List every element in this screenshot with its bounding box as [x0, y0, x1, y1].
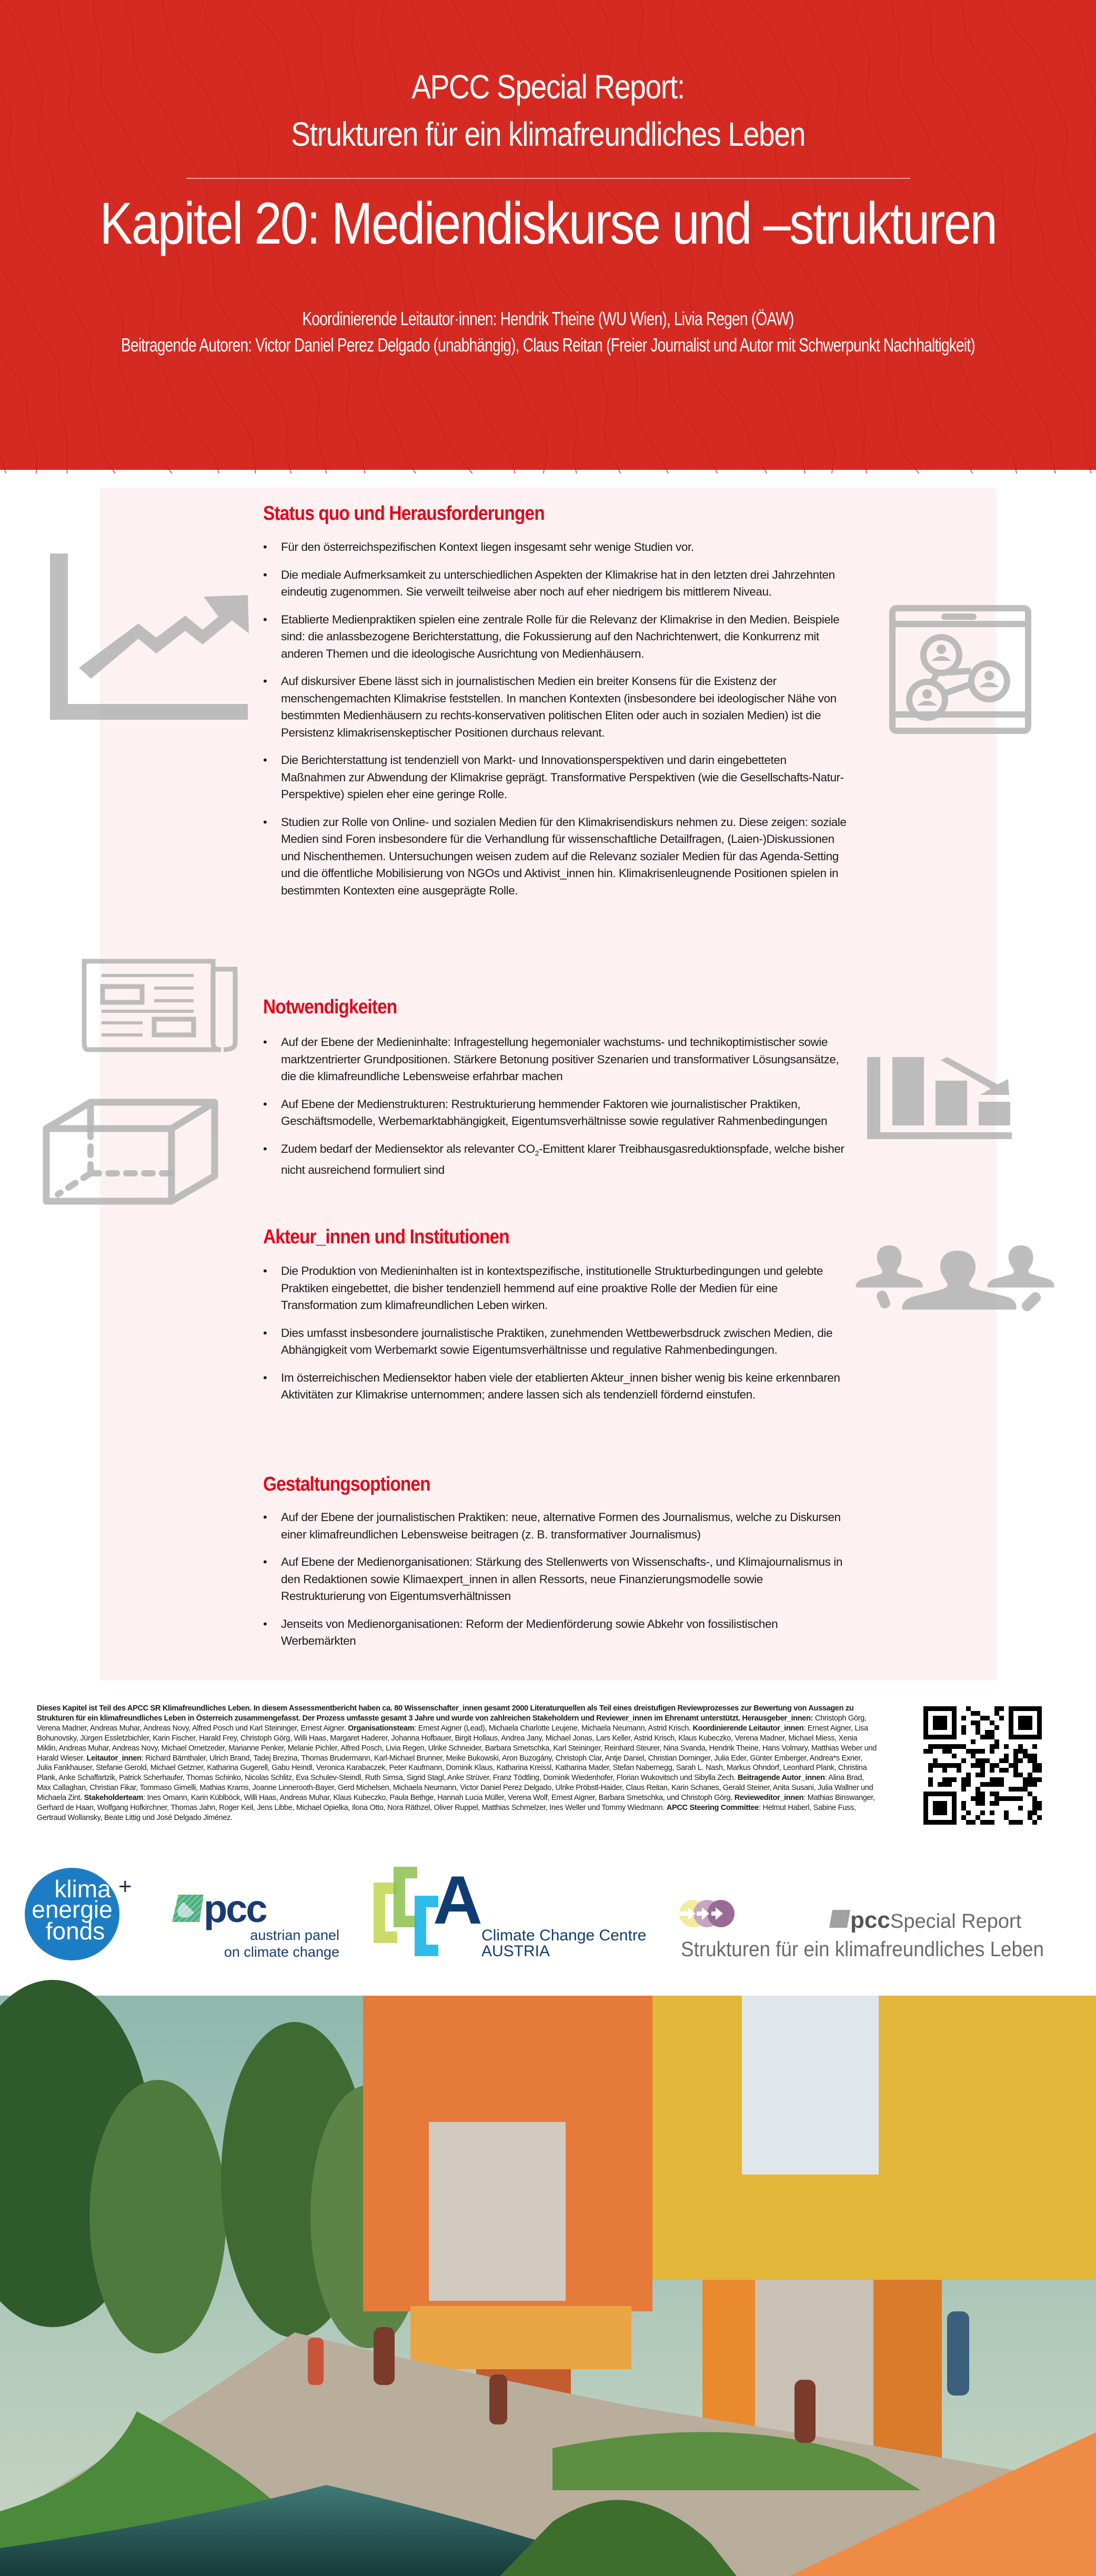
contributing-authors: Beitragende Autoren: Victor Daniel Perez Delgado (unabhängig), Claus Reitan (Freier Journalist und Autor mit Schwerpunkt Nachhaltigkeit) [121, 334, 975, 356]
list-item: • Auf Ebene der Medienstrukturen: Restrukturierung hemmender Faktoren wie journalistischer Praktiken, Geschäftsmodelle, Werbemarktabhängigkeit, Eigentumsverhältnisse sowie regulativer Rahmenbedingungen [263, 1096, 847, 1130]
credit-names: : Mathias Binswanger, Gerhard de Haan, Wolfgang Hofkirchner, Thomas Jahn, Roger Keil, Jens Libbe, Michael Opielka, Ilona Otto, Nora Räthzel, Oliver Ruppel, Matthias Schmelzer, Ines Weller und Tommy Wiedmann. [37, 1794, 875, 1813]
credit-names: : Ines Omann, Karin Küblböck, Willi Haas, Andreas Muhar, Klaus Kubeczko, Paula Bethge, Hannah Lucia Müller, Verena Wolf, Ernest Aigner, Barbara Smetschka, und Christoph Görg. [143, 1794, 732, 1803]
topo-line [0, 0, 6, 474]
climate-friendly-neighborhood-illustration [0, 1996, 1096, 2576]
notwendigkeiten-list [263, 1034, 847, 1189]
list-item: • Dies umfasst insbesondere journalistische Praktiken, zunehmenden Wettbewerbsdruck zwischen Medien, die Abhängigkeit vom Werbemarkt sowie Eigentumsverhältnisse und regulative Rahmenbedingungen. [263, 1325, 847, 1359]
credits-footnote [37, 1704, 879, 1823]
topo-line [0, 0, 37, 474]
plus-text: + [118, 1874, 132, 1899]
status-quo-list [263, 539, 847, 910]
credit-label: Organisationsteam [348, 1724, 415, 1733]
list-item: • Auf diskursiver Ebene lässt sich in journalistischen Medien ein breiter Konsens für die Existenz der menschengemachten Klimakrise feststellen. In manchen Kontexten (insbesondere bei ideologischer Nähe von bestimmten Medienhäusern zu rechts-konservativen politischen Eliten oder auch in sozialen Medien) ist die Persistenz klimakrisenskeptischer Positionen durchaus relevant. [263, 673, 847, 741]
section-title-status-quo: Status quo und Herausforderungen [263, 502, 545, 525]
co2-text-after: -Emittent klarer Treibhausgasreduktionspfade, welche bisher nicht ausreichend formuliert sind [281, 1142, 844, 1176]
coordinating-authors: Koordinierende Leitautor·innen: Hendrik Theine (WU Wien), Livia Regen (ÖAW) [302, 308, 794, 329]
credit-names: : Ernest Aigner (Lead), Michaela Charlotte Leujene, Michaela Neumann, Astrid Krisch. [414, 1724, 691, 1733]
list-item: • Jenseits von Medienorganisationen: Reform der Medienförderung sowie Abkehr von fossilistischen Werbemärkten [263, 1616, 847, 1650]
line-chart-up-icon [50, 554, 250, 717]
credit-names: : Richard Bärnthaler, Ulrich Brand, Tadej Brezina, Thomas Brudermann, Karl-Michael Brunner, Meike Bukowski, Aron Buzogány, Christoph Clar, Antje Daniel, Christian Dorninger, Julia Eder, Günter Emberger, Andrea*s Exner, Julia Fankhauser, Stefanie Gerold, Michael Getzner, Katharina Gugerell, Gabu Heindl, Veronica Karabaczek, Peter Kaufmann, Dominik Klaus, Katharina Kreissl, Katharina Mader, Stefan Nabernegg, Sarah L. Nash, Markus Ohndorf, Leonhard Plank, Christina Plank, Anke Schaffartzik, Patrick Scherhaufer, Thomas Schinko, Nicolas Schlitz, Eva Schulev-Steindl, Ruth Simsa, Sigrid Stagl, Anke Strüver, Franz Tödtling, Dominik Wiedenhofer, Florian Wukovitsch und Sibylla Zech. [37, 1754, 867, 1783]
credit-label: Herausgeber_innen: [742, 1714, 813, 1723]
qr-code-icon[interactable] [923, 1706, 1042, 1825]
credit-names: : Helmut Haberl, Sabine Fuss, Gertraud Wollansky, Beate Littig und José Delgado Jiménez. [37, 1804, 856, 1822]
section-title-gestaltungsoptionen: Gestaltungsoptionen [263, 1473, 430, 1495]
klima-energie-fonds-logo[interactable] [24, 1867, 145, 1961]
list-item: • Die Produktion von Medieninhalten ist in kontextspezifische, institutionelle Strukturbedingungen und gelebte Praktiken eingebettet, die bisher tendenziell hemmend auf eine proaktive Rolle der Medien für eine Transformation zum klimafreundlichen Leben wirken. [263, 1263, 847, 1314]
apcc-line1: austrian panel [250, 1927, 339, 1943]
newspaper-icon [82, 959, 239, 1053]
ccca-line2: AUSTRIA [481, 1943, 550, 1960]
cube-icon [43, 1097, 217, 1210]
header-divider [186, 178, 910, 179]
list-item: • Für den österreichspezifischen Kontext liegen insgesamt sehr wenige Studien vor. [263, 539, 847, 556]
special-report-logo[interactable] [680, 1899, 1072, 1963]
list-item: • Im österreichischen Mediensektor haben viele der etablierten Akteur_innen bisher wenig bis keine erkennbaren Aktivitäten zur Klimakrise unternommen; andere lassen sich als tendenziell fördernd einstufen. [263, 1370, 847, 1404]
credit-label: Beitragende Autor_innen [737, 1774, 825, 1783]
bar-chart-down-icon [867, 1057, 1014, 1141]
list-item: • Auf der Ebene der Medieninhalte: Infragestellung hegemonialer wachstums- und technikoptimistischer sowie marktzentrierter Grundpositionen. Stärkere Betonung positiver Szenarien und transformativer Lösungsansätze, die die klimafreundliche Lebensweise erfahrbar machen [263, 1034, 847, 1085]
footnote-intro: Dieses Kapitel ist Teil des APCC SR Klimafreundliches Leben. In diesem Assessmentbericht haben ca. 80 Wissenschafter_innen gesamt 2000 Literaturquellen als Teil eines dreistufigen Reviewprozesses zur Bewertung von Aussagen zu Strukturen für ein klimafreundliches Leben in Österreich zusammengefasst. Der Prozess umfasste gesamt 3 Jahre und wurde von zahlreichen Stakeholdern und Reviewer_innen im Ehrenamt unterstützt. [37, 1704, 854, 1723]
ccca-line1: Climate Change Centre [481, 1927, 647, 1944]
list-item [263, 1141, 847, 1179]
credit-label: Leitautor_innen [86, 1754, 142, 1763]
energie-text: energie [32, 1896, 113, 1923]
credit-names: Christoph Görg, Verena Madner, Andreas Muhar, Andreas Novy, Alfred Posch und Karl Steininger, Ernest Aigner. [37, 1714, 867, 1733]
akteure-list [263, 1263, 847, 1414]
people-group-icon [855, 1244, 1058, 1311]
chapter-title: Kapitel 20: Mediendiskurse und –strukturen [99, 190, 997, 256]
apcc-logo[interactable] [171, 1887, 353, 1960]
section-title-akteure: Akteur_innen und Institutionen [263, 1226, 509, 1248]
credit-label: Stakeholderteam [84, 1794, 144, 1803]
list-item: • Auf Ebene der Medienorganisationen: Stärkung des Stellenwerts von Wissenschafts-, und Klimajournalismus in den Redaktionen sowie Klimaexpert_innen in allen Ressorts, neue Finanzierungsmodelle sowie Restrukturierung von Eigentumsverhältnissen [263, 1554, 847, 1605]
list-item: • Die Berichterstattung ist tendenziell von Markt- und Innovationsperspektiven und darin eingebetteten Maßnahmen zur Abwendung der Klimakrise geprägt. Transformative Perspektiven (wie die Gesellschafts-Natur-Perspektive) spielen eher eine geringe Rolle. [263, 752, 847, 803]
klima-text: klima [54, 1875, 111, 1903]
smartphone-network-icon [889, 605, 1031, 734]
special-report-subtitle: Strukturen für ein klimafreundliches Leben [681, 1938, 1044, 1961]
credit-label: Koordinierende Leitautor_innen [692, 1724, 804, 1733]
ccca-mark: A [433, 1861, 482, 1938]
section-title-notwendigkeiten: Notwendigkeiten [263, 996, 397, 1018]
credit-label: APCC Steering Committee [666, 1804, 759, 1813]
credit-label: Revieweditor_innen [734, 1794, 804, 1803]
topo-line [0, 0, 67, 474]
list-item: • Etablierte Medienpraktiken spielen eine zentrale Rolle für die Relevanz der Klimakrise in den Medien. Beispiele sind: die anlassbezogene Berichterstattung, die Fokussierung auf den Nachrichtenwert, die Konkurrenz mit anderen Themen und die ideologische Ausrichtung von Medienhäusern. [263, 611, 847, 663]
co2-subscript: 2 [535, 1149, 539, 1157]
gestaltungsoptionen-list [263, 1509, 847, 1661]
topo-line [1048, 0, 1096, 474]
co2-text-before: Zudem bedarf der Mediensektor als relevanter CO [281, 1142, 535, 1155]
list-item: • Die mediale Aufmerksamkeit zu unterschiedlichen Aspekten der Klimakrise hat in den letzten drei Jahrzehnten eindeutig zugenommen. Sie verweilt teilweise aber noch auf eher niedrigem bis mittlerem Niveau. [263, 567, 847, 601]
apcc-line2: on climate change [224, 1944, 339, 1960]
report-subtitle: Strukturen für ein klimafreundliches Leben [291, 115, 805, 153]
credit-names: : Ernest Aigner, Lisa Bohunovsky, Jürgen Essletzbichler, Karin Fischer, Harald Frey, Christoph Görg, Willi Haas, Margaret Haderer, Johanna Hofbauer, Birgit Hollaus, Andrea Jany, Michael Jonas, Lars Keller, Astrid Krisch, Klaus Kubeczko, Verena Madner, Michael Miess, Xenia Miklin, Andreas Muhar, Andreas Novy, Michael Ornetzeder, Marianne Penker, Melanie Pichler, Alfred Posch, Livia Regen, Ulrike Schneider, Barbara Smetschka, Karl Steininger, Reinhard Steurer, Nina Svanda, Hendrik Theine, Hans Volmary, Matthias Weber und Harald Wieser. [37, 1724, 877, 1763]
list-item: • Auf der Ebene der journalistischen Praktiken: neue, alternative Formen des Journalismus, welche zu Diskursen einer klimafreundlichen Lebensweise beitragen (z. B. transformativer Journalismus) [263, 1509, 847, 1543]
report-series-title: APCC Special Report: [411, 68, 685, 106]
header-banner [0, 0, 1096, 470]
list-item: • Studien zur Rolle von Online- und sozialen Medien für den Klimakrisendiskurs nehmen zu. Diese zeigen: soziale Medien sind Foren insbesondere für die Verhandlung für wissenschaftliche Detailfragen, (Laien-)Diskussionen und Nischenthemen. Untersuchungen weisen zudem auf die Relevanz sozialer Medien für das Agenda-Setting und die öffentliche Mobilisierung von NGOs und Aktivist_innen hin. Klimakrisenleugnende Positionen spielen in bestimmten Kontexten eine ausgeprägte Rolle. [263, 814, 847, 900]
fonds-text: fonds [45, 1917, 105, 1945]
special-report-mark: pcc [850, 1907, 890, 1933]
special-report-label: Special Report [890, 1910, 1022, 1933]
apcc-mark: pcc [204, 1887, 266, 1930]
ccca-logo[interactable] [368, 1861, 647, 1960]
credit-names: : Alina Brad, Max Callaghan, Christian Fikar, Tommaso Gimelli, Mathias Krams, Joanne Linnerooth-Bayer, Gerd Michelsen, Michaela Neumann, Victor Daniel Perez Delgado, Ulrike Pröbstl-Haider, Claus Reitan, Karin Schanes, Gerald Steiner, Anita Susani, Julia Wallner und Michaela Zint. [37, 1774, 873, 1803]
